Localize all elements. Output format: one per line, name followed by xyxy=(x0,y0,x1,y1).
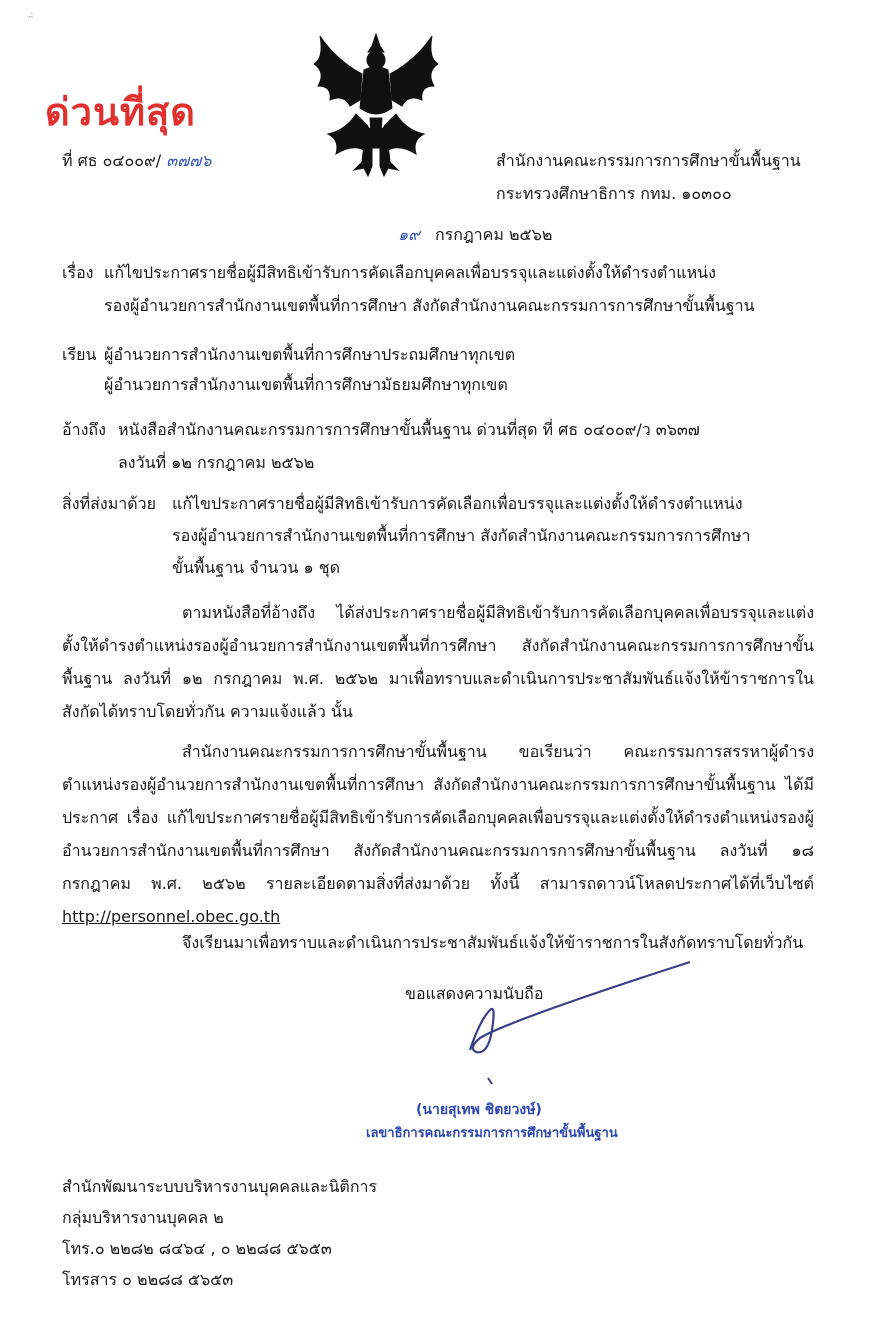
letter-date xyxy=(398,224,552,246)
footer-office: สำนักพัฒนาระบบบริหารงานบุคคลและนิติการ xyxy=(62,1177,378,1196)
signatory-name: (นายสุเทพ ชิตยวงษ์) xyxy=(416,1102,542,1118)
urgency-stamp: ด่วนที่สุด xyxy=(45,90,196,134)
footer-phone: โทร.๐ ๒๒๘๒ ๘๔๖๔ , ๐ ๒๒๘๘ ๕๖๕๓ xyxy=(62,1239,332,1258)
subject-line-1: แก้ไขประกาศรายชื่อผู้มีสิทธิเข้ารับการคัดเลือกบุคคลเพื่อบรรจุและแต่งตั้งให้ดำรงตำแหน่ง xyxy=(104,263,716,282)
recipient-line-1: ผู้อำนวยการสำนักงานเขตพื้นที่การศึกษาประถมศึกษาทุกเขต xyxy=(104,345,516,364)
body-paragraph-2 xyxy=(62,735,814,933)
subject-line-2: รองผู้อำนวยการสำนักงานเขตพื้นที่การศึกษา สังกัดสำนักงานคณะกรรมการการศึกษาขั้นพื้นฐาน xyxy=(104,296,755,315)
reference-prefix: ที่ ศธ ๐๔๐๐๙/ xyxy=(62,151,162,170)
issuing-address: กระทรวงศึกษาธิการ กทม. ๑๐๓๐๐ xyxy=(496,184,732,203)
enclosure-line-1: แก้ไขประกาศรายชื่อผู้มีสิทธิเข้ารับการคัดเลือกเพื่อบรรจุและแต่งตั้งให้ดำรงตำแหน่ง xyxy=(172,494,743,513)
issuing-office: สำนักงานคณะกรรมการการศึกษาขั้นพื้นฐาน xyxy=(496,151,801,170)
body-paragraph-3: จึงเรียนมาเพื่อทราบและดำเนินการประชาสัมพันธ์แจ้งให้ข้าราชการในสังกัดทราบโดยทั่วกัน xyxy=(182,933,804,952)
website-link[interactable]: http://personnel.obec.go.th xyxy=(62,907,281,926)
closing-regards: ขอแสดงความนับถือ xyxy=(405,984,544,1003)
recipient-label: เรียน xyxy=(62,345,97,364)
footer-group: กลุ่มบริหารงานบุคคล ๒ xyxy=(62,1208,224,1227)
reference-label: อ้างถึง xyxy=(62,420,106,439)
reference-handwritten: ๓๗๗๖ xyxy=(166,151,212,170)
body-paragraph-2-text: สำนักงานคณะกรรมการการศึกษาขั้นพื้นฐาน ขอเรียนว่า คณะกรรมการสรรหาผู้ดำรงตำแหน่งรองผู้อำนวยการสำนักงานเขตพื้นที่การศึกษา สังกัดสำนักงานคณะกรรมการการศึกษาขั้นพื้นฐาน ได้มีประกาศ เรื่อง แก้ไขประกาศรายชื่อผู้มีสิทธิเข้ารับการคัดเลือกบุคคลเพื่อบรรจุและแต่งตั้งให้ดำรงตำแหน่งรองผู้อำนวยการสำนักงานเขตพื้นที่การศึกษา สังกัดสำนักงานคณะกรรมการการศึกษาขั้นพื้นฐาน ลงวันที่ ๑๘ กรกฎาคม พ.ศ. ๒๕๖๒ รายละเอียดตามสิ่งที่ส่งมาด้วย ทั้งนี้ สามารถดาวน์โหลดประกาศได้ที่เว็บไซต์ xyxy=(62,742,814,893)
date-month-year: กรกฎาคม ๒๕๖๒ xyxy=(434,225,553,244)
recipient-line-2: ผู้อำนวยการสำนักงานเขตพื้นที่การศึกษามัธยมศึกษาทุกเขต xyxy=(104,375,508,394)
reference-line-1: หนังสือสำนักงานคณะกรรมการการศึกษาขั้นพื้นฐาน ด่วนที่สุด ที่ ศธ ๐๔๐๐๙/ว ๓๖๓๗ xyxy=(118,420,700,439)
reference-line-2: ลงวันที่ ๑๒ กรกฎาคม ๒๕๖๒ xyxy=(118,453,315,472)
enclosure-line-3: ขั้นพื้นฐาน จำนวน ๑ ชุด xyxy=(172,558,340,577)
reference-number xyxy=(62,150,211,172)
signatory-title: เลขาธิการคณะกรรมการการศึกษาขั้นพื้นฐาน xyxy=(366,1126,618,1141)
body-paragraph-1: ตามหนังสือที่อ้างถึง ได้ส่งประกาศรายชื่อผู้มีสิทธิเข้ารับการคัดเลือกบุคคลเพื่อบรรจุและแต่งตั้งให้ดำรงตำแหน่งรองผู้อำนวยการสำนักงานเขตพื้นที่การศึกษา สังกัดสำนักงานคณะกรรมการการศึกษาขั้นพื้นฐาน ลงวันที่ ๑๒ กรกฎาคม พ.ศ. ๒๕๖๒ มาเพื่อทราบและดำเนินการประชาสัมพันธ์แจ้งให้ข้าราชการในสังกัดได้ทราบโดยทั่วกัน ความแจ้งแล้ว นั้น xyxy=(62,603,814,721)
enclosure-line-2: รองผู้อำนวยการสำนักงานเขตพื้นที่การศึกษา สังกัดสำนักงานคณะกรรมการการศึกษา xyxy=(172,526,751,545)
date-handwritten: ๑๙ xyxy=(398,225,420,244)
scan-mark: .: xyxy=(28,10,34,19)
garuda-emblem-icon xyxy=(306,30,446,180)
enclosure-label: สิ่งที่ส่งมาด้วย xyxy=(62,494,156,513)
subject-label: เรื่อง xyxy=(62,263,94,282)
handwritten-signature-icon xyxy=(440,960,700,1090)
footer-fax: โทรสาร ๐ ๒๒๘๘ ๕๖๕๓ xyxy=(62,1270,234,1289)
